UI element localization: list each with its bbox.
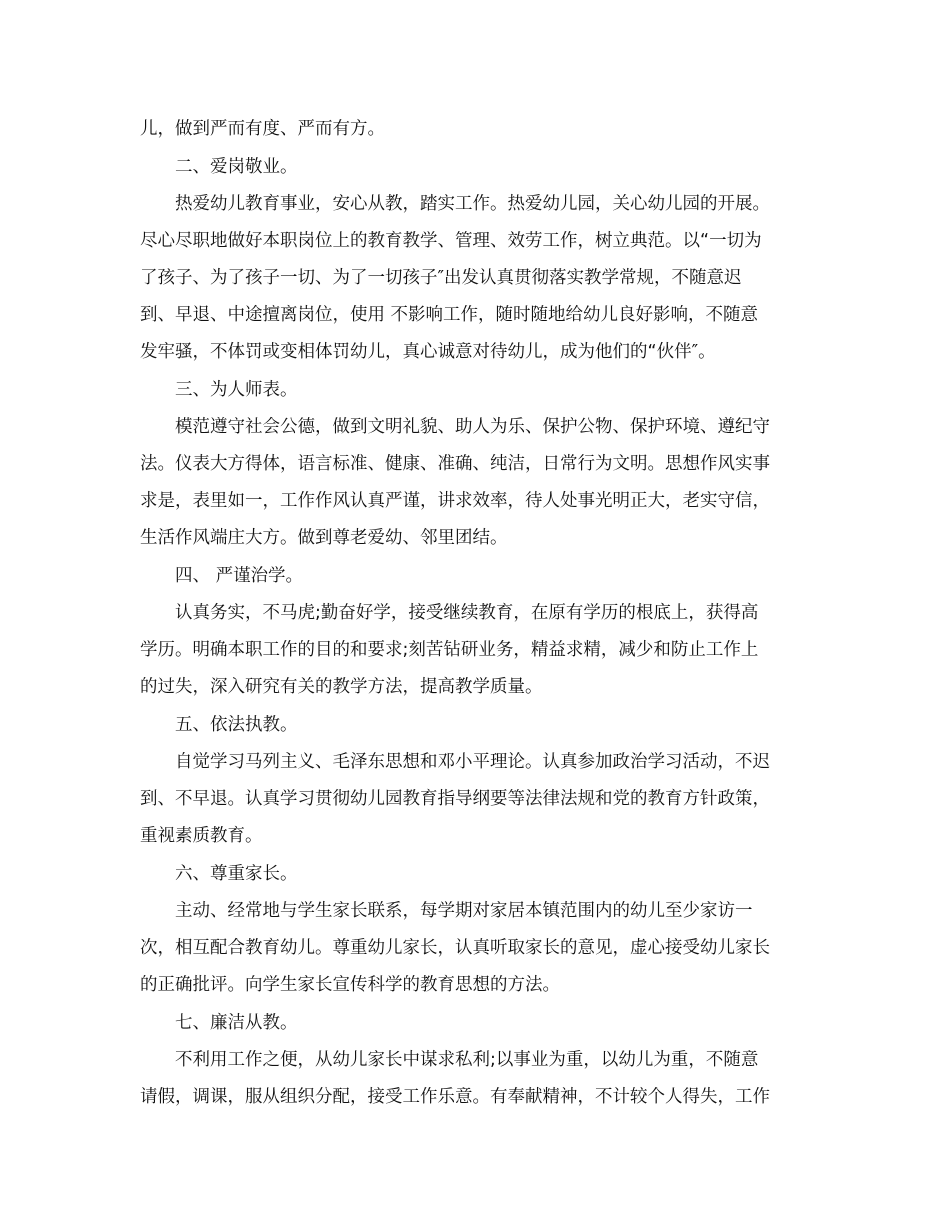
text-line: 模范遵守社会公德，做到文明礼貌、助人为乐、保护公物、保护环境、遵纪守 bbox=[175, 417, 770, 437]
text-line: 不利用工作之便，从幼儿家长中谋求私利;以事业为重，以幼儿为重，不随意 bbox=[175, 1050, 759, 1070]
text-line: 请假，调课，服从组织分配，接受工作乐意。有奉献精神，不计较个人得失，工作 bbox=[140, 1087, 770, 1107]
text-line: 到、早退、中途擅离岗位，使用 不影响工作，随时随地给幼儿良好影响，不随意 bbox=[140, 305, 759, 325]
text-line: 学历。明确本职工作的目的和要求;刻苦钻研业务，精益求精，减少和防止工作上 bbox=[140, 640, 759, 660]
text-line: 主动、经常地与学生家长联系，每学期对家居本镇范围内的幼儿至少家访一 bbox=[175, 901, 753, 921]
text-line: 法。仪表大方得体，语言标准、健康、准确、纯洁，日常行为文明。思想作风实事 bbox=[140, 454, 770, 474]
text-line: 认真务实，不马虎;勤奋好学，接受继续教育，在原有学历的根底上，获得高 bbox=[175, 603, 759, 623]
section-heading: 六、尊重家长。 bbox=[175, 864, 298, 884]
text-line: 儿，做到严而有度、严而有方。 bbox=[140, 119, 385, 139]
text-line: 重视素质教育。 bbox=[140, 826, 263, 846]
text-line: 了孩子、为了孩子一切、为了一切孩子″出发认真贯彻落实教学常规，不随意迟 bbox=[140, 268, 742, 288]
section-heading: 二、爱岗敬业。 bbox=[175, 157, 298, 177]
text-line: 的正确批评。向学生家长宣传科学的教育思想的方法。 bbox=[140, 975, 560, 995]
text-line: 到、不早退。认真学习贯彻幼儿园教育指导纲要等法律法规和党的教育方针政策， bbox=[140, 789, 770, 809]
text-line: 尽心尽职地做好本职岗位上的教育教学、管理、效劳工作，树立典范。以“一切为 bbox=[140, 231, 762, 251]
text-line: 的过失，深入研究有关的教学方法，提高教学质量。 bbox=[140, 677, 543, 697]
text-line: 次，相互配合教育幼儿。尊重幼儿家长，认真听取家长的意见，虚心接受幼儿家长 bbox=[140, 938, 770, 958]
text-line: 热爱幼儿教育事业，安心从教，踏实工作。热爱幼儿园，关心幼儿园的开展。 bbox=[175, 194, 770, 214]
section-heading: 五、依法执教。 bbox=[175, 715, 298, 735]
section-heading: 三、为人师表。 bbox=[175, 380, 298, 400]
section-heading: 四、 严谨治学。 bbox=[175, 566, 304, 586]
section-heading: 七、廉洁从教。 bbox=[175, 1013, 298, 1033]
text-line: 生活作风端庄大方。做到尊老爱幼、邻里团结。 bbox=[140, 528, 508, 548]
text-line: 自觉学习马列主义、毛泽东思想和邓小平理论。认真参加政治学习活动，不迟 bbox=[175, 752, 770, 772]
text-line: 发牢骚，不体罚或变相体罚幼儿，真心诚意对待幼儿，成为他们的“伙伴″。 bbox=[140, 342, 716, 362]
text-line: 求是，表里如一，工作作风认真严谨，讲求效率，待人处事光明正大，老实守信， bbox=[140, 491, 770, 511]
